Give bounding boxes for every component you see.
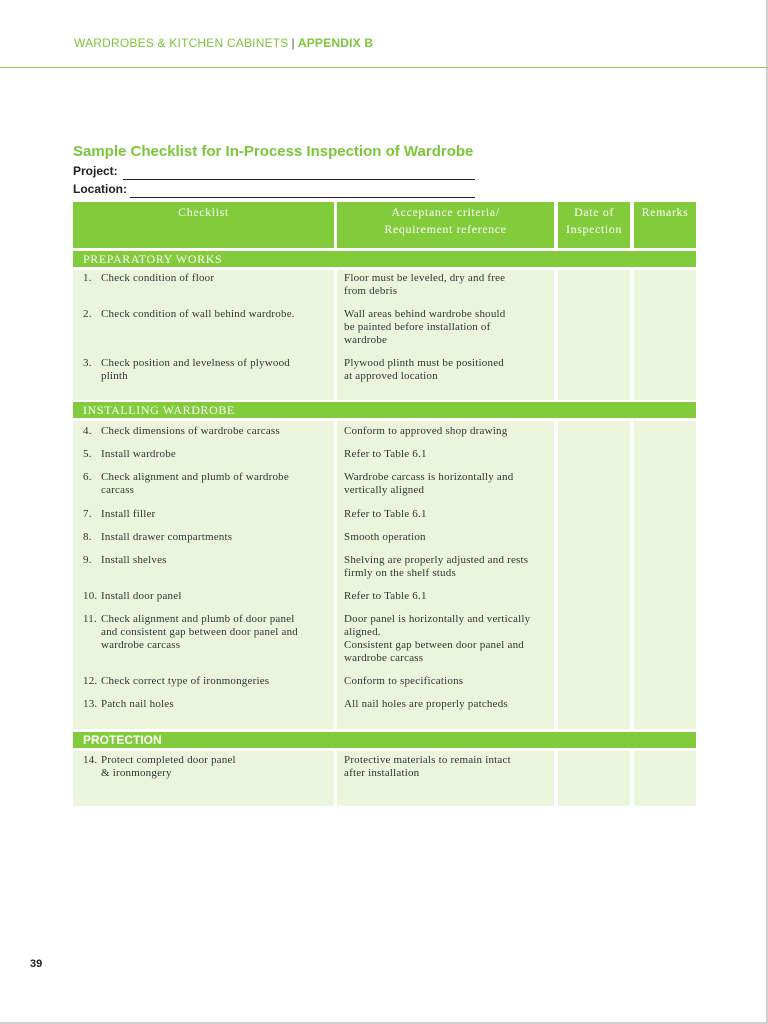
acceptance-criteria xyxy=(344,272,556,298)
acceptance-criteria xyxy=(344,508,556,521)
criteria-text: Refer to Table 6.1 xyxy=(344,590,427,602)
checklist-item xyxy=(83,425,351,438)
criteria-text: vertically aligned xyxy=(344,484,425,496)
acceptance-criteria xyxy=(344,754,556,780)
criteria-text: Shelving are properly adjusted and rests xyxy=(344,554,529,566)
acceptance-criteria xyxy=(344,425,556,438)
column-header-date-line1: Date of xyxy=(574,205,614,219)
checklist-item xyxy=(83,754,351,780)
checklist-text: Install filler xyxy=(101,508,156,520)
location-field xyxy=(73,182,127,196)
location-label: Location: xyxy=(73,182,127,196)
column-header-remarks xyxy=(634,202,696,248)
column-header-checklist xyxy=(73,202,334,248)
checklist-item xyxy=(83,448,351,461)
item-number: 8. xyxy=(83,531,92,543)
checklist-text: Check condition of wall behind wardrobe. xyxy=(101,308,295,320)
acceptance-criteria xyxy=(344,471,556,497)
criteria-text: Wall areas behind wardrobe should xyxy=(344,308,506,320)
section-label: PREPARATORY WORKS xyxy=(83,252,223,266)
criteria-text: Door panel is horizontally and vertically xyxy=(344,613,531,625)
page-number: 39 xyxy=(30,958,43,970)
checklist-item xyxy=(83,590,351,603)
criteria-text: after installation xyxy=(344,767,420,779)
section-installing-wardrobe xyxy=(73,402,696,418)
acceptance-criteria xyxy=(344,613,556,665)
section-label: PROTECTION xyxy=(83,733,162,747)
header-left: WARDROBES & KITCHEN CABINETS xyxy=(74,36,289,50)
item-number: 9. xyxy=(83,554,92,566)
header-right: APPENDIX B xyxy=(297,36,374,50)
criteria-text: Refer to Table 6.1 xyxy=(344,448,427,460)
criteria-text: Protective materials to remain intact xyxy=(344,754,511,766)
location-underline xyxy=(130,197,475,198)
criteria-text: All nail holes are properly patcheds xyxy=(344,698,508,710)
column-header-checklist-label: Checklist xyxy=(178,205,229,219)
acceptance-criteria xyxy=(344,357,556,383)
running-header xyxy=(74,36,373,50)
item-number: 10. xyxy=(83,590,98,602)
cell-bg xyxy=(558,751,630,806)
criteria-text: Floor must be leveled, dry and free xyxy=(344,272,506,284)
section-label: INSTALLING WARDROBE xyxy=(83,403,235,417)
item-number: 2. xyxy=(83,308,92,320)
criteria-text: firmly on the shelf studs xyxy=(344,567,456,579)
checklist-text: plinth xyxy=(101,370,128,382)
project-field xyxy=(73,164,118,178)
checklist-item xyxy=(83,357,351,383)
criteria-text: at approved location xyxy=(344,370,438,382)
item-number: 14. xyxy=(83,754,98,766)
checklist-item xyxy=(83,471,351,497)
item-number: 6. xyxy=(83,471,92,483)
column-header-remarks-label: Remarks xyxy=(641,205,689,219)
checklist-item xyxy=(83,272,351,285)
column-header-criteria xyxy=(337,202,554,248)
criteria-text: Refer to Table 6.1 xyxy=(344,508,427,520)
item-number: 5. xyxy=(83,448,92,460)
criteria-text: from debris xyxy=(344,285,398,297)
checklist-text: Check dimensions of wardrobe carcass xyxy=(101,425,280,437)
checklist-item xyxy=(83,698,351,711)
acceptance-criteria xyxy=(344,698,556,711)
cell-bg xyxy=(558,421,630,729)
column-header-date-line2: Inspection xyxy=(566,222,622,236)
cell-bg xyxy=(634,270,696,400)
cell-bg xyxy=(558,270,630,400)
criteria-text: Consistent gap between door panel and xyxy=(344,639,524,651)
criteria-text: Wardrobe carcass is horizontally and xyxy=(344,471,514,483)
header-separator: | xyxy=(291,36,295,50)
checklist-text: Install drawer compartments xyxy=(101,531,233,543)
page-title: Sample Checklist for In-Process Inspection of Wardrobe xyxy=(73,143,474,160)
checklist-text: carcass xyxy=(101,484,135,496)
acceptance-criteria xyxy=(344,308,556,347)
checklist-text: Check alignment and plumb of wardrobe xyxy=(101,471,289,483)
checklist-text: wardrobe carcass xyxy=(101,639,181,651)
section-preparatory-works xyxy=(73,251,696,267)
section-protection xyxy=(73,732,696,748)
acceptance-criteria xyxy=(344,554,556,580)
criteria-text: Plywood plinth must be positioned xyxy=(344,357,504,369)
checklist-text: Patch nail holes xyxy=(101,698,174,710)
criteria-text: wardrobe xyxy=(344,334,388,346)
checklist-text: Protect completed door panel xyxy=(101,754,236,766)
project-label: Project: xyxy=(73,164,118,178)
item-number: 1. xyxy=(83,272,92,284)
criteria-text: Conform to approved shop drawing xyxy=(344,425,508,437)
checklist-text: Check condition of floor xyxy=(101,272,215,284)
column-header-date xyxy=(558,202,630,248)
criteria-text: wardrobe carcass xyxy=(344,652,424,664)
acceptance-criteria xyxy=(344,531,556,544)
checklist-text: Check alignment and plumb of door panel xyxy=(101,613,295,625)
checklist-item xyxy=(83,554,351,567)
item-number: 4. xyxy=(83,425,92,437)
checklist-item xyxy=(83,675,351,688)
checklist-text: and consistent gap between door panel and xyxy=(101,626,298,638)
acceptance-criteria xyxy=(344,590,556,603)
checklist-item xyxy=(83,308,351,321)
project-underline xyxy=(123,179,475,180)
checklist-text: & ironmongery xyxy=(101,767,172,779)
checklist-text: Install door panel xyxy=(101,590,182,602)
criteria-text: be painted before installation of xyxy=(344,321,491,333)
checklist-text: Install wardrobe xyxy=(101,448,176,460)
header-rule xyxy=(0,67,768,68)
column-header-criteria-line1: Acceptance criteria/ xyxy=(391,205,500,219)
criteria-text: Conform to specifications xyxy=(344,675,464,687)
acceptance-criteria xyxy=(344,675,556,688)
checklist-text: Check position and levelness of plywood xyxy=(101,357,290,369)
cell-bg xyxy=(634,421,696,729)
criteria-text: aligned. xyxy=(344,626,381,638)
item-number: 7. xyxy=(83,508,92,520)
checklist-item xyxy=(83,531,351,544)
checklist-text: Install shelves xyxy=(101,554,167,566)
cell-bg xyxy=(634,751,696,806)
item-number: 12. xyxy=(83,675,98,687)
acceptance-criteria xyxy=(344,448,556,461)
column-header-criteria-line2: Requirement reference xyxy=(384,222,507,236)
criteria-text: Smooth operation xyxy=(344,531,426,543)
item-number: 3. xyxy=(83,357,92,369)
item-number: 13. xyxy=(83,698,98,710)
checklist-text: Check correct type of ironmongeries xyxy=(101,675,270,687)
checklist-item xyxy=(83,613,351,652)
item-number: 11. xyxy=(83,613,97,625)
checklist-item xyxy=(83,508,351,521)
